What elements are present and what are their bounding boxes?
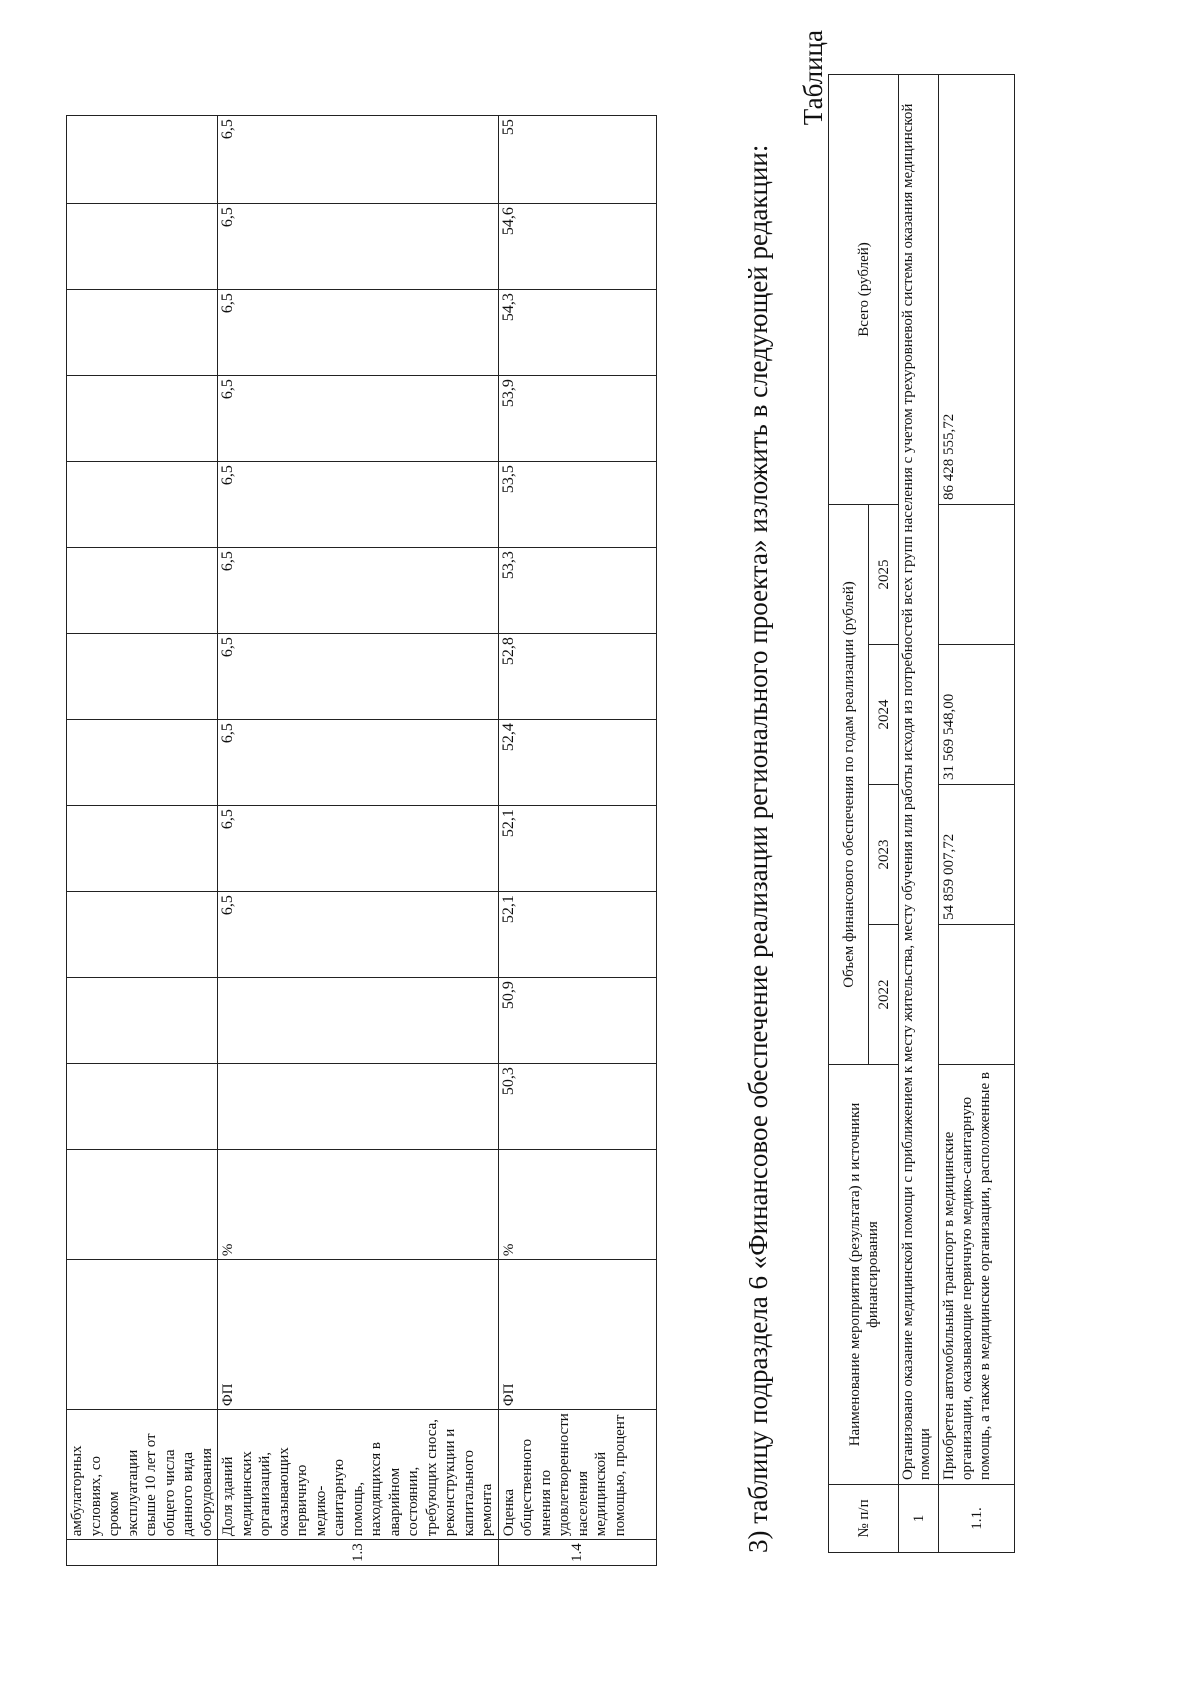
indicator-label: амбулаторных условиях, со сроком эксплуатации свыше 10 лет от общего числа данного вида оборудования	[67, 1410, 218, 1540]
row-num: 1.3	[218, 1540, 499, 1566]
value-cell: 6,5	[218, 634, 499, 720]
type-cell: ФП	[218, 1260, 499, 1410]
header-year: 2023	[869, 785, 899, 925]
value-cell: 54 859 007,72	[939, 785, 1015, 925]
value-cell: 31 569 548,00	[939, 645, 1015, 785]
table-row	[899, 75, 939, 1553]
row-num-cell	[67, 1540, 218, 1566]
unit-cell: %	[218, 1150, 499, 1260]
value-cell: 54,6	[498, 204, 656, 290]
type-cell: ФП	[498, 1260, 656, 1410]
table-row	[498, 116, 656, 1566]
header-row	[829, 75, 869, 1553]
amendment-paragraph: 3) таблицу подраздела 6 «Финансовое обеспечение реализации регионального проекта» изложить в следующей редакции:	[743, 144, 773, 1553]
value-cell: 6,5	[218, 116, 499, 204]
header-total: Всего (рублей)	[829, 75, 899, 505]
value-cell	[939, 925, 1015, 1065]
row-num: 1.4	[498, 1540, 656, 1566]
activity-name: Приобретен автомобильный транспорт в медицинские организации, оказывающие первичную медико-санитарную помощь, а также в медицинские организации, расположенные в	[939, 1065, 1015, 1485]
value-cell: 52,8	[498, 634, 656, 720]
value-cell: 6,5	[218, 204, 499, 290]
header-volume: Объем финансового обеспечения по годам реализации (рублей)	[829, 505, 869, 1065]
value-cell: 55	[498, 116, 656, 204]
header-name: Наименование мероприятия (результата) и источники финансирования	[829, 1065, 899, 1485]
activity-name: Организовано оказание медицинской помощи с приближением к месту жительства, месту обучения или работы исходя из потребностей всех групп населения с учетом трехуровневой системы оказания медицинской помощи	[899, 75, 939, 1485]
value-cell: 6,5	[218, 548, 499, 634]
value-cell: 54,3	[498, 290, 656, 376]
table-row	[67, 116, 218, 1566]
header-year: 2024	[869, 645, 899, 785]
indicator-label: Доля зданий медицинских организаций, оказывающих первичную медико-санитарную помощь, находящихся в аварийном состоянии, требующих сноса, реконструкции и капитального ремонта	[218, 1410, 499, 1540]
value-cell	[939, 505, 1015, 645]
table-row	[218, 116, 499, 1566]
row-num: 1	[899, 1485, 939, 1553]
value-cell: 50,3	[498, 1064, 656, 1150]
table-caption: Таблица	[798, 30, 828, 126]
row-num: 1.1.	[939, 1485, 1015, 1553]
indicators-table	[66, 115, 657, 1566]
table-row	[939, 75, 1015, 1553]
value-cell: 53,3	[498, 548, 656, 634]
header-year: 2025	[869, 505, 899, 645]
value-cell: 6,5	[218, 290, 499, 376]
value-cell: 6,5	[218, 892, 499, 978]
value-cell: 53,5	[498, 462, 656, 548]
value-cell: 6,5	[218, 806, 499, 892]
value-cell: 52,4	[498, 720, 656, 806]
value-cell: 6,5	[218, 462, 499, 548]
indicator-label: Оценка общественного мнения по удовлетворенности населения медицинской помощью, процент	[498, 1410, 656, 1540]
value-cell: 6,5	[218, 376, 499, 462]
header-num: № п/п	[829, 1485, 899, 1553]
value-cell: 50,9	[498, 978, 656, 1064]
value-cell: 52,1	[498, 806, 656, 892]
value-cell: 6,5	[218, 720, 499, 806]
value-cell: 52,1	[498, 892, 656, 978]
total-cell: 86 428 555,72	[939, 75, 1015, 505]
unit-cell: %	[498, 1150, 656, 1260]
header-year: 2022	[869, 925, 899, 1065]
finance-table	[828, 74, 1015, 1553]
value-cell: 53,9	[498, 376, 656, 462]
